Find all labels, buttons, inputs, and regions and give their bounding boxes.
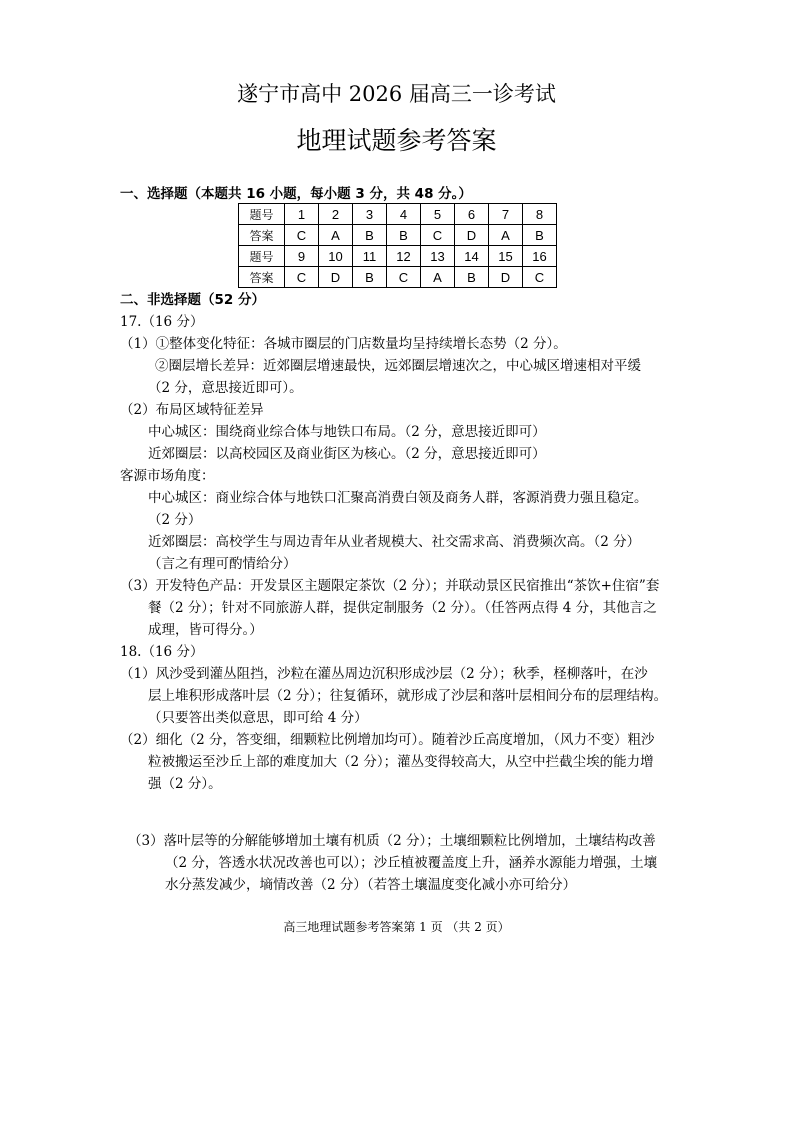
q17-title: 17.（16 分） — [120, 314, 204, 330]
answer-line: ②圈层增长差异：近郊圈层增速最快，远郊圈层增速次之，中心城区增速相对平缓 — [155, 358, 641, 374]
question-number: 10 — [319, 246, 353, 267]
answer-line: 近郊圈层：以高校园区及商业街区为核心。（2 分，意思接近即可） — [148, 446, 546, 462]
question-number: 5 — [421, 204, 455, 225]
answer-line: 客源市场角度： — [120, 468, 215, 484]
answer-line: （2）布局区域特征差异 — [120, 402, 264, 418]
answer-line: （3）落叶层等的分解能够增加土壤有机质（2 分）；土壤细颗粒比例增加，土壤结构改善 — [128, 833, 656, 849]
answer-line: （2）细化（2 分，答变细，细颗粒比例增加均可）。随着沙丘高度增加，（风力不变）粗沙 — [120, 732, 655, 748]
answer-table — [238, 203, 557, 288]
question-number: 4 — [387, 204, 421, 225]
answer-cell: D — [489, 267, 523, 288]
question-number: 14 — [455, 246, 489, 267]
question-number: 16 — [523, 246, 557, 267]
table-row — [239, 246, 557, 267]
answer-line: （2 分，答透水状况改善也可以）；沙丘植被覆盖度上升，涵养水源能力增强，土壤 — [165, 855, 658, 871]
question-number: 11 — [353, 246, 387, 267]
row-label-answer: 答案 — [239, 225, 285, 246]
answer-line: 粒被搬运至沙丘上部的难度加大（2 分）；灌丛变得较高大，从空中拦截尘埃的能力增 — [148, 754, 654, 770]
question-number: 6 — [455, 204, 489, 225]
question-number: 8 — [523, 204, 557, 225]
section2-heading: 二、非选择题（52 分） — [120, 292, 265, 308]
answer-line: 成理，皆可得分。） — [148, 622, 263, 638]
answer-cell: B — [387, 225, 421, 246]
answer-cell: C — [285, 267, 319, 288]
answer-line: （2 分） — [148, 512, 202, 528]
answer-line: 层上堆积形成落叶层（2 分）；往复循环，就形成了沙层和落叶层相间分布的层理结构。 — [148, 688, 668, 704]
answer-line: （言之有理可酌情给分） — [148, 556, 297, 572]
answer-cell: C — [421, 225, 455, 246]
answer-cell: B — [523, 225, 557, 246]
answer-line: 强（2 分）。 — [148, 776, 222, 792]
question-number: 3 — [353, 204, 387, 225]
exam-title: 遂宁市高中 2026 届高三一诊考试 — [237, 82, 556, 106]
question-number: 1 — [285, 204, 319, 225]
answer-line: （1）风沙受到灌丛阻挡，沙粒在灌丛周边沉积形成沙层（2 分）；秋季，柽柳落叶，在沙 — [120, 666, 648, 682]
answer-cell: C — [285, 225, 319, 246]
table-row — [239, 225, 557, 246]
answer-line: 水分蒸发减少，墒情改善（2 分）（若答土壤温度变化减小亦可给分） — [165, 877, 577, 893]
q18-title: 18.（16 分） — [120, 644, 204, 660]
answer-cell: A — [421, 267, 455, 288]
answer-line: （2 分，意思接近即可）。 — [148, 380, 303, 396]
answer-cell: A — [319, 225, 353, 246]
answer-cell: D — [455, 225, 489, 246]
row-label-number: 题号 — [239, 246, 285, 267]
page-footer: 高三地理试题参考答案第 1 页 （共 2 页） — [283, 920, 510, 934]
table-row — [239, 267, 557, 288]
answer-line: （1）①整体变化特征：各城市圈层的门店数量均呈持续增长态势（2 分）。 — [120, 336, 567, 352]
question-number: 7 — [489, 204, 523, 225]
answer-cell: D — [319, 267, 353, 288]
answer-cell: C — [387, 267, 421, 288]
answer-line: （只要答出类似意思，即可给 4 分） — [148, 710, 368, 726]
question-number: 9 — [285, 246, 319, 267]
question-number: 12 — [387, 246, 421, 267]
answer-line: 近郊圈层：高校学生与周边青年从业者规模大、社交需求高、消费频次高。（2 分） — [148, 534, 641, 550]
answer-cell: C — [523, 267, 557, 288]
answer-line: 餐（2 分）；针对不同旅游人群，提供定制服务（2 分）。（任答两点得 4 分，其他言之 — [148, 600, 657, 616]
row-label-answer: 答案 — [239, 267, 285, 288]
question-number: 13 — [421, 246, 455, 267]
document-subtitle: 地理试题参考答案 — [296, 126, 497, 155]
question-number: 15 — [489, 246, 523, 267]
answer-cell: B — [455, 267, 489, 288]
row-label-number: 题号 — [239, 204, 285, 225]
section1-heading: 一、选择题（本题共 16 小题，每小题 3 分，共 48 分。） — [120, 186, 472, 202]
answer-cell: B — [353, 267, 387, 288]
answer-line: 中心城区：围绕商业综合体与地铁口布局。（2 分，意思接近即可） — [148, 424, 546, 440]
answer-cell: B — [353, 225, 387, 246]
answer-line: （3）开发特色产品：开发景区主题限定茶饮（2 分）；并联动景区民宿推出“茶饮+住宿”套 — [120, 578, 660, 594]
table-row — [239, 204, 557, 225]
answer-cell: A — [489, 225, 523, 246]
answer-line: 中心城区：商业综合体与地铁口汇聚高消费白领及商务人群，客源消费力强且稳定。 — [148, 490, 648, 506]
question-number: 2 — [319, 204, 353, 225]
